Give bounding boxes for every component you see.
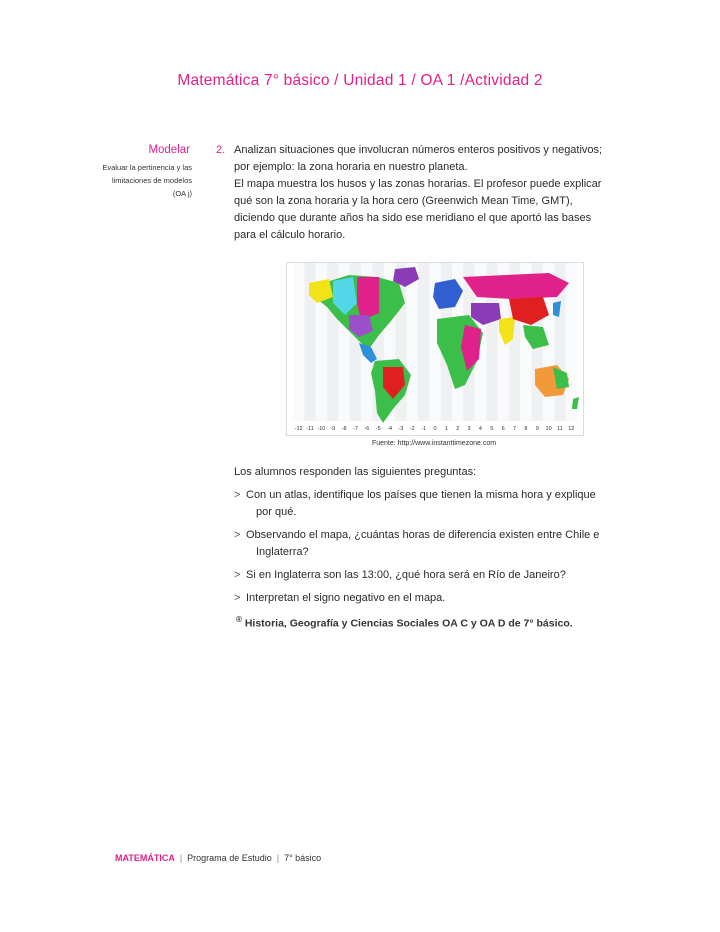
page-title: Matemática 7° básico / Unidad 1 / OA 1 /Actividad 2 [177, 72, 543, 89]
time-zone-tick-label: -11 [306, 426, 314, 432]
map-source-caption: Fuente: http://www.instanttimezone.com [371, 440, 497, 447]
time-zone-tick-label: 1 [444, 426, 448, 432]
time-zone-stripe [293, 263, 304, 421]
question-item [234, 487, 634, 521]
bullet-marker: > [234, 529, 241, 541]
time-zone-tick-label: -6 [364, 426, 370, 432]
time-zone-tick-label: 4 [478, 426, 482, 432]
time-zone-tick-label: -4 [387, 426, 393, 432]
time-zone-tick-label: -7 [353, 426, 358, 432]
time-zone-tick-label: 8 [524, 426, 528, 432]
questions-section [234, 464, 634, 613]
footer-grade: 7° básico [284, 853, 322, 863]
footer-separator: | [276, 853, 280, 863]
activity-line: por ejemplo: la zona horaria en nuestro planeta. [234, 161, 468, 173]
questions-intro: Los alumnos responden las siguientes preguntas: [234, 466, 477, 478]
time-zone-tick-label: 5 [490, 426, 494, 432]
activity-line: para el cálculo horario. [234, 229, 346, 241]
page-footer [115, 853, 321, 863]
footer-program: Programa de Estudio [187, 853, 272, 863]
time-zone-stripe [407, 263, 418, 421]
activity-line: El mapa muestra los husos y las zonas horarias. El profesor puede explicar [234, 178, 602, 190]
skill-desc-line: Evaluar la pertinencia y las [102, 163, 192, 172]
bullet-marker: > [234, 569, 241, 581]
question-line: Si en Inglaterra son las 13:00, ¿qué hora será en Río de Janeiro? [246, 569, 566, 581]
activity-line: diciendo que durante años ha sido ese meridiano el que aportó las bases [234, 212, 592, 224]
canada-central-shape [357, 277, 379, 321]
footer-brand: MATEMÁTICA [115, 853, 175, 863]
activity-line: Analizan situaciones que involucran números enteros positivos y negativos; [234, 144, 603, 156]
time-zone-stripe [566, 263, 577, 421]
time-zone-tick-label: 0 [433, 426, 437, 432]
activity-line: qué son la zona horaria y la hora cero (Greenwich Mean Time, GMT), [234, 195, 573, 207]
skill-label: Modelar [148, 144, 190, 156]
question-item [234, 527, 634, 561]
time-zone-tick-label: 6 [501, 426, 505, 432]
question-line: por qué. [256, 506, 297, 518]
skill-description [80, 161, 192, 200]
activity-text [216, 142, 636, 244]
question-line: Con un atlas, identifique los países que tienen la misma hora y explique [246, 489, 596, 501]
time-zone-tick-label: -12 [294, 426, 303, 432]
bullet-marker: > [234, 592, 241, 604]
question-item [234, 567, 634, 584]
time-zone-tick-label: -8 [341, 426, 347, 432]
cross-reference-note [236, 615, 656, 630]
time-zone-tick-label: 7 [512, 426, 517, 432]
russia-shape [463, 273, 569, 299]
time-zone-tick-label: -2 [409, 426, 415, 432]
time-zone-tick-label: -10 [317, 426, 326, 432]
time-zone-tick-label: 9 [535, 426, 539, 432]
time-zone-tick-label: -3 [398, 426, 404, 432]
footer-separator: | [179, 853, 183, 863]
question-item [234, 590, 634, 607]
time-zone-tick-label: 12 [568, 426, 575, 432]
time-zone-tick-label: 11 [557, 426, 563, 432]
question-line: Inglaterra? [256, 546, 309, 558]
question-line: Observando el mapa, ¿cuántas horas de diferencia existen entre Chile e [246, 529, 600, 541]
world-map-illustration [287, 263, 583, 435]
footnote-marker: ® [236, 615, 242, 624]
skill-desc-line: (OA j) [172, 189, 192, 198]
time-zone-tick-label: 3 [467, 426, 471, 432]
time-zone-stripe [418, 263, 429, 421]
time-zone-tick-label: 10 [545, 426, 552, 432]
activity-number: 2. [216, 144, 226, 156]
time-zone-ticks [295, 426, 575, 432]
footnote-text: Historia, Geografía y Ciencias Sociales OA C y OA D de 7° básico. [244, 617, 573, 630]
time-zone-tick-label: 2 [456, 426, 460, 432]
question-line: Interpretan el signo negativo en el mapa. [246, 592, 446, 604]
time-zone-tick-label: -9 [330, 426, 336, 432]
time-zone-map [286, 262, 584, 436]
skill-desc-line: limitaciones de modelos [111, 176, 192, 185]
time-zone-tick-label: -1 [421, 426, 427, 432]
bullet-marker: > [234, 489, 241, 501]
time-zone-tick-label: -5 [375, 426, 381, 432]
